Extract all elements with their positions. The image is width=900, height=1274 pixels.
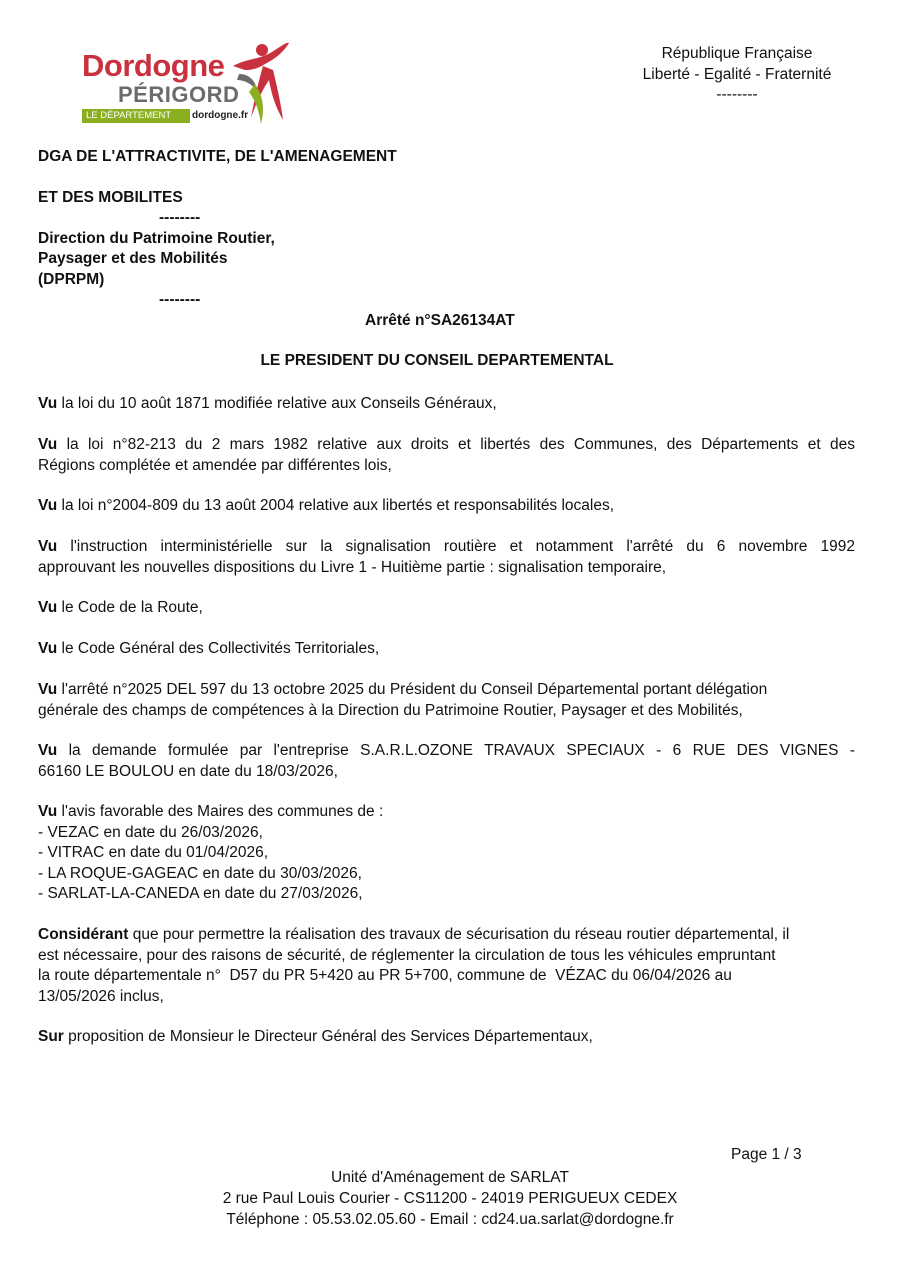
vu-text: la loi du 10 août 1871 modifiée relative aux Conseils Généraux,: [61, 395, 497, 412]
considerant-line: est nécessaire, pour des raisons de sécurité, de réglementer la circulation de tous les véhicules empruntant: [38, 946, 776, 964]
logo-brand-secondary: PÉRIGORD: [118, 82, 240, 107]
vu-paragraph-1: [38, 394, 855, 415]
vu-label: Vu: [38, 538, 58, 555]
footer-unit: Unité d'Aménagement de SARLAT: [331, 1169, 569, 1186]
avis-item: - LA ROQUE-GAGEAC en date du 30/03/2026,: [38, 864, 362, 882]
footer-contact: Téléphone : 05.53.02.05.60 - Email : cd24.ua.sarlat@dordogne.fr: [226, 1211, 674, 1228]
header-separator-1: --------: [159, 209, 201, 226]
vu-line: [38, 680, 855, 701]
page-number: Page 1 / 3: [731, 1146, 802, 1163]
vu-text: l'instruction interministérielle sur la signalisation routière et notamment l'arrêté du 6 novembre 1992: [70, 538, 855, 555]
sur-text: proposition de Monsieur le Directeur Général des Services Départementaux,: [68, 1028, 593, 1045]
footer-address: 2 rue Paul Louis Courier - CS11200 - 24019 PERIGUEUX CEDEX: [222, 1190, 678, 1207]
republic-motto: Liberté - Egalité - Fraternité: [642, 65, 832, 83]
avis-item: - SARLAT-LA-CANEDA en date du 27/03/2026,: [38, 885, 363, 902]
avis-intro: l'avis favorable des Maires des communes de :: [61, 803, 384, 820]
considerant-line: 13/05/2026 inclus,: [38, 987, 164, 1005]
vu-line: [38, 537, 855, 558]
vu-label: Vu: [38, 395, 58, 412]
logo-url: dordogne.fr: [192, 110, 249, 121]
direction-line-1: Direction du Patrimoine Routier,: [38, 230, 275, 247]
vu-label: Vu: [38, 803, 58, 820]
avis-intro-line: [38, 802, 855, 823]
considerant-line: [38, 925, 855, 946]
header-separator-2: --------: [159, 291, 201, 308]
vu-line: 66160 LE BOULOU en date du 18/03/2026,: [38, 762, 338, 780]
vu-label: Vu: [38, 497, 58, 514]
vu-paragraph-2: [38, 435, 855, 476]
considerant-paragraph: [38, 925, 855, 1007]
vu-paragraph-8: [38, 741, 855, 782]
logo-brand-primary: Dordogne: [82, 48, 225, 83]
vu-label: Vu: [38, 742, 58, 759]
sur-label: Sur: [38, 1028, 64, 1045]
considerant-line: la route départementale n° D57 du PR 5+420 au PR 5+700, commune de VÉZAC du 06/04/2026 au: [38, 967, 732, 984]
vu-line: [38, 435, 855, 456]
vu-line: Régions complétée et amendée par différentes lois,: [38, 456, 392, 474]
avis-paragraph: [38, 802, 855, 905]
vu-line: [38, 741, 855, 762]
dga-line-1: DGA DE L'ATTRACTIVITE, DE L'AMENAGEMENT: [38, 148, 397, 165]
dancer-figure-icon: [225, 40, 291, 124]
vu-line: générale des champs de compétences à la Direction du Patrimoine Routier, Paysager et des Mobilités,: [38, 701, 743, 719]
republic-separator: --------: [716, 86, 758, 103]
direction-line-3: (DPRPM): [38, 271, 105, 288]
vu-text: la demande formulée par l'entreprise S.A.R.L.OZONE TRAVAUX SPECIAUX - 6 RUE DES VIGNES -: [68, 742, 856, 759]
president-title: [0, 352, 900, 370]
vu-paragraph-4: [38, 537, 855, 578]
direction-line-2: Paysager et des Mobilités: [38, 250, 228, 267]
vu-label: Vu: [38, 436, 58, 453]
vu-paragraph-5: [38, 598, 855, 619]
republic-name: République Française: [661, 45, 813, 62]
vu-text: la loi n°2004-809 du 13 août 2004 relative aux libertés et responsabilités locales,: [61, 497, 615, 514]
avis-item: - VITRAC en date du 01/04/2026,: [38, 844, 269, 861]
vu-paragraph-3: [38, 496, 855, 517]
vu-label: Vu: [38, 599, 58, 616]
vu-paragraph-6: [38, 639, 855, 660]
logo-band: LE DÉPARTEMENT: [82, 109, 190, 123]
president-title-text: LE PRESIDENT DU CONSEIL DEPARTEMENTAL: [260, 352, 614, 369]
vu-text: le Code de la Route,: [61, 599, 203, 616]
vu-paragraph-7: [38, 680, 855, 721]
considerant-label: Considérant: [38, 926, 129, 943]
vu-text: la loi n°82-213 du 2 mars 1982 relative aux droits et libertés des Communes, des Départements et des: [66, 436, 855, 453]
dga-line-2: ET DES MOBILITES: [38, 189, 183, 206]
vu-label: Vu: [38, 681, 58, 698]
considerant-text: que pour permettre la réalisation des travaux de sécurisation du réseau routier départemental, il: [132, 926, 790, 943]
vu-line: approuvant les nouvelles dispositions du Livre 1 - Huitième partie : signalisation temporaire,: [38, 558, 667, 576]
republic-heading: [610, 44, 864, 106]
vu-label: Vu: [38, 640, 58, 657]
arrete-number: Arrêté n°SA26134AT: [365, 312, 515, 329]
avis-item: - VEZAC en date du 26/03/2026,: [38, 823, 263, 841]
dordogne-logo: [80, 40, 292, 126]
vu-text: le Code Général des Collectivités Territoriales,: [61, 640, 380, 657]
footer: [0, 1167, 900, 1230]
sur-paragraph: [38, 1027, 855, 1048]
vu-text: l'arrêté n°2025 DEL 597 du 13 octobre 2025 du Président du Conseil Départemental portant délégation: [61, 681, 768, 698]
